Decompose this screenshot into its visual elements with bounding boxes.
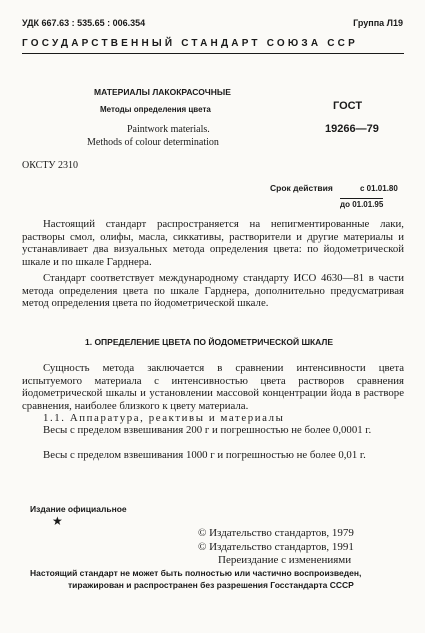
star-icon: ★ <box>52 514 63 528</box>
copyright-1991: © Издательство стандартов, 1991 <box>198 541 354 553</box>
section-1-paragraph: Сущность метода заключается в сравнении интенсивности цвета испытуемого материала с интенсивностью цвета растворов сравнения йодометрической шкалы и установлении массовой концентрации йода в растворе сравнения, наиболее близкого к цвету материала. <box>22 362 404 412</box>
validity-label: Срок действия <box>270 183 333 193</box>
official-edition-label: Издание официальное <box>30 504 127 514</box>
validity-to: до 01.01.95 <box>340 200 384 209</box>
validity-from: с 01.01.80 <box>360 184 398 193</box>
udk-code: УДК 667.63 : 535.65 : 006.354 <box>22 18 146 28</box>
title-russian: МАТЕРИАЛЫ ЛАКОКРАСОЧНЫЕ <box>94 87 231 97</box>
intro-paragraph-2: Стандарт соответствует международному стандарту ИСО 4630—81 в части метода определения цвета по шкале Гарднера, дополнительно предусматривая метод определения цвета по йодометрической шкале. <box>22 272 404 309</box>
title-english: Paintwork materials. <box>127 124 210 135</box>
item-1-1-heading: 1.1. Аппаратура, реактивы и материалы <box>43 412 285 424</box>
okstu-code: ОКСТУ 2310 <box>22 160 79 171</box>
scales-1000-paragraph: Весы с пределом взвешивания 1000 г и погрешностью не более 0,01 г. <box>43 449 366 461</box>
reproduction-notice-line-1: Настоящий стандарт не может быть полностью или частично воспроизведен, <box>30 568 362 578</box>
copyright-1979: © Издательство стандартов, 1979 <box>198 527 354 539</box>
group-code: Группа Л19 <box>353 18 403 28</box>
subtitle-english: Methods of colour determination <box>87 137 219 148</box>
section-1-title: 1. ОПРЕДЕЛЕНИЕ ЦВЕТА ПО ЙОДОМЕТРИЧЕСКОЙ ШКАЛЕ <box>85 337 334 347</box>
intro-paragraph-1: Настоящий стандарт распространяется на непигментированные лаки, растворы смол, олифы, масла, сиккативы, растворители и другие материалы и устанавливает два визуальных метода определения цвета: по йодометрической шкале и по шкале Гарднера. <box>22 218 404 268</box>
reproduction-notice-line-2: тиражирован и распространен без разрешения Госстандарта СССР <box>68 580 354 590</box>
reissue-note: Переиздание с изменениями <box>218 554 352 566</box>
gost-number: 19266—79 <box>325 123 379 135</box>
gost-label: ГОСТ <box>333 100 363 112</box>
subtitle-russian: Методы определения цвета <box>100 105 211 114</box>
standard-header-line: ГОСУДАРСТВЕННЫЙ СТАНДАРТ СОЮЗА ССР <box>22 38 404 54</box>
scales-200-paragraph: Весы с пределом взвешивания 200 г и погрешностью не более 0,0001 г. <box>43 424 372 436</box>
